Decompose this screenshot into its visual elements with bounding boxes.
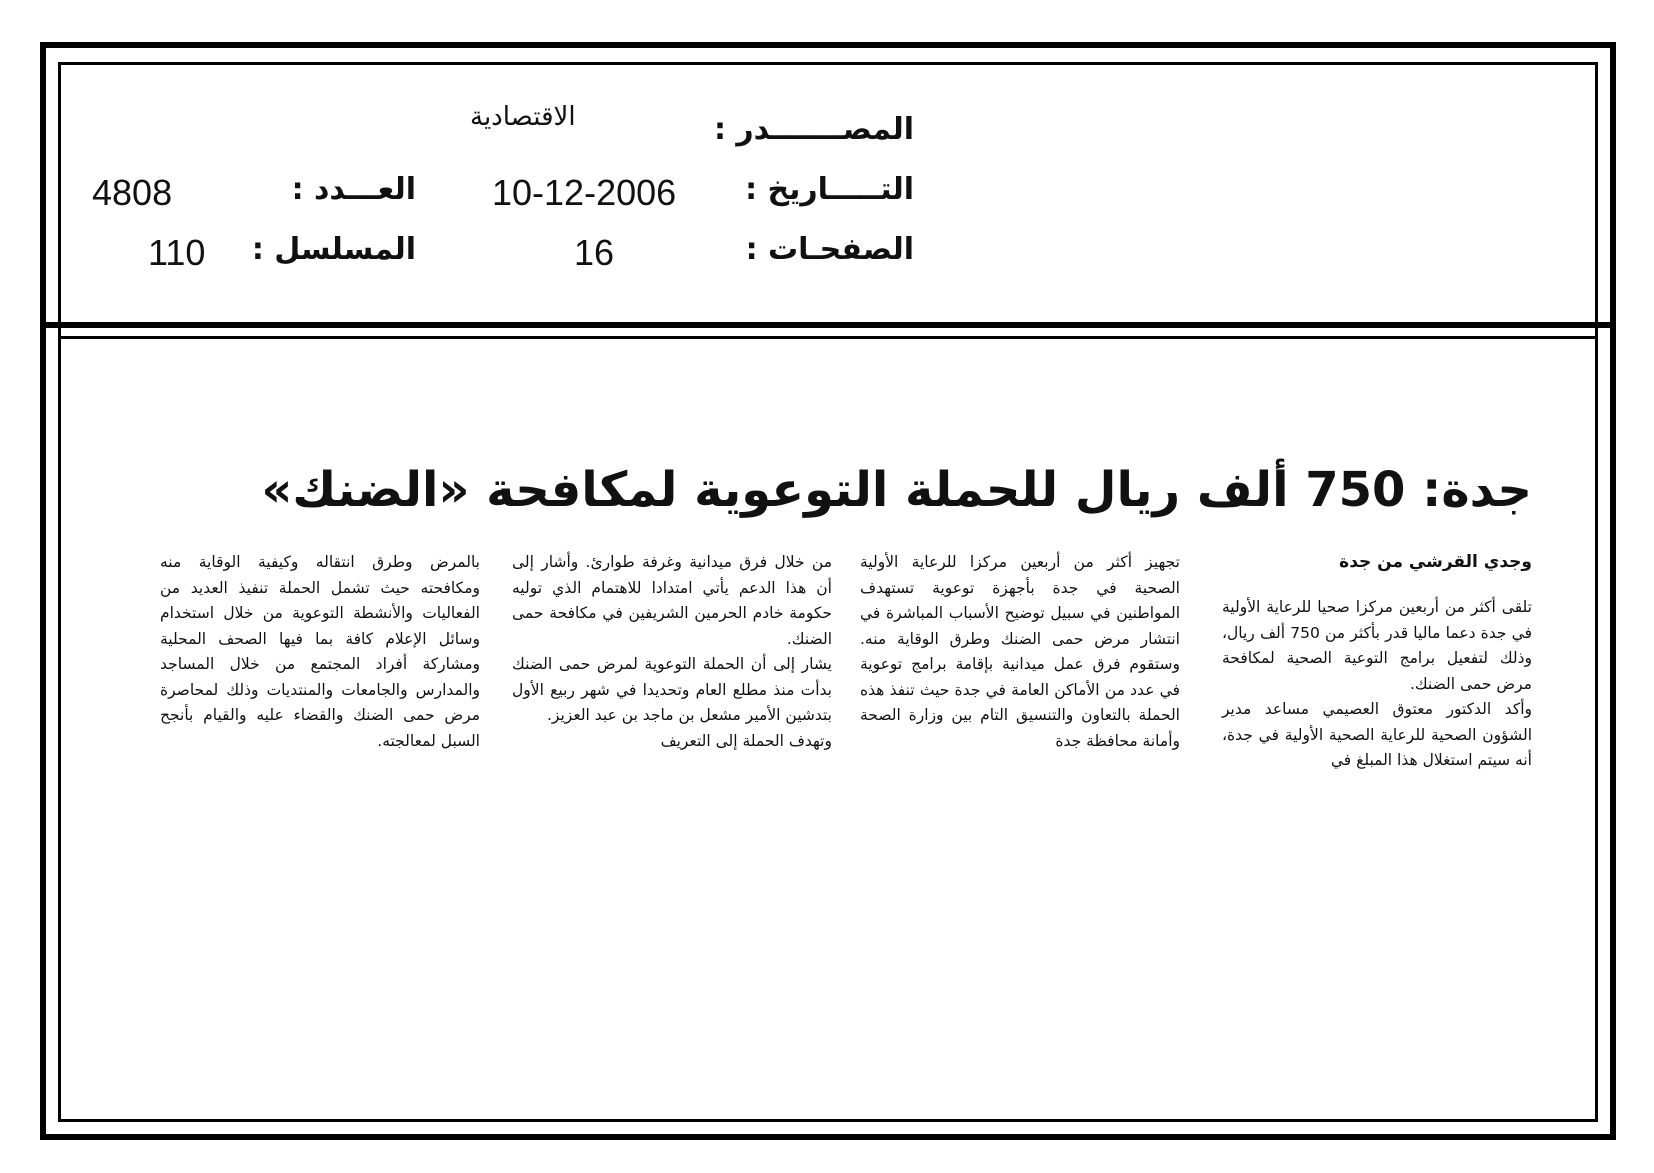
paragraph: يشار إلى أن الحملة التوعوية لمرض حمى الضنك بدأت منذ مطلع العام وتحديدا في شهر ربيع الأول بتدشين الأمير مشعل بن ماجد بن عبد العزيز. [512, 655, 832, 724]
date-value: 10-12-2006 [492, 172, 677, 213]
paragraph: من خلال فرق ميدانية وغرفة طوارئ. وأشار إلى أن هذا الدعم يأتي امتدادا للاهتمام الذي توليه حكومة خادم الحرمين الشريفين في مكافحة حمى الضنك. [512, 553, 832, 648]
news-article [132, 420, 1532, 880]
pages-label: الصفحـات : [745, 232, 914, 267]
source-label: المصـــــــدر : [713, 112, 914, 147]
serial-label: المسلسل : [251, 232, 416, 267]
paragraph: تجهيز أكثر من أربعين مركزا للرعاية الأولية الصحية في جدة بأجهزة توعوية تستهدف المواطنين في سبيل توضيح الأسباب المباشرة في انتشار مرض حمى الضنك وطرق الوقاية منه. وستقوم فرق عمل ميدانية بإقامة برامج توعوية في عدد من الأماكن العامة في جدة حيث تنفذ هذه الحملة بالتعاون والتنسيق التام بين وزارة الصحة وأمانة محافظة جدة [860, 553, 1180, 750]
pages-value: 16 [574, 232, 615, 273]
article-column-3 [512, 550, 832, 754]
source-value: الاقتصادية [470, 102, 576, 132]
issue-value: 4808 [92, 172, 173, 213]
paragraph: تلقى أكثر من أربعين مركزا صحيا للرعاية الأولية في جدة دعما ماليا قدر بأكثر من 750 ألف ريال، وذلك لتفعيل برامج التوعية الصحية لمكافحة مرض حمى الضنك. [1222, 598, 1532, 693]
article-byline: وجدي القرشي من جدة [1339, 552, 1532, 572]
issue-label: العـــدد : [291, 172, 416, 207]
date-label: التـــــاريخ : [745, 172, 914, 207]
serial-value: 110 [148, 232, 206, 273]
article-column-1 [1222, 595, 1532, 774]
article-headline: جدة: 750 ألف ريال للحملة التوعوية لمكافحة «الضنك» [261, 462, 1532, 518]
header-separator [40, 322, 1616, 328]
article-column-2 [860, 550, 1180, 754]
article-column-4 [160, 550, 480, 754]
paragraph: وأكد الدكتور معتوق العصيمي مساعد مدير الشؤون الصحية للرعاية الصحية الأولية في جدة، أنه سيتم استغلال هذا المبلغ في [1222, 700, 1532, 769]
paragraph: وتهدف الحملة إلى التعريف [660, 731, 832, 750]
paragraph: بالمرض وطرق انتقاله وكيفية الوقاية منه ومكافحته حيث تشمل الحملة تنفيذ العديد من الفعاليات والأنشطة التوعوية من خلال استخدام وسائل الإعلام كافة بما فيها الصحف المحلية ومشاركة أفراد المجتمع من خلال المساجد والمدارس والجامعات والمنتديات وذلك لمحاصرة مرض حمى الضنك والقضاء عليه والقيام بأنجح السبل لمعالجته. [160, 553, 480, 750]
header-separator-inner [58, 336, 1598, 339]
